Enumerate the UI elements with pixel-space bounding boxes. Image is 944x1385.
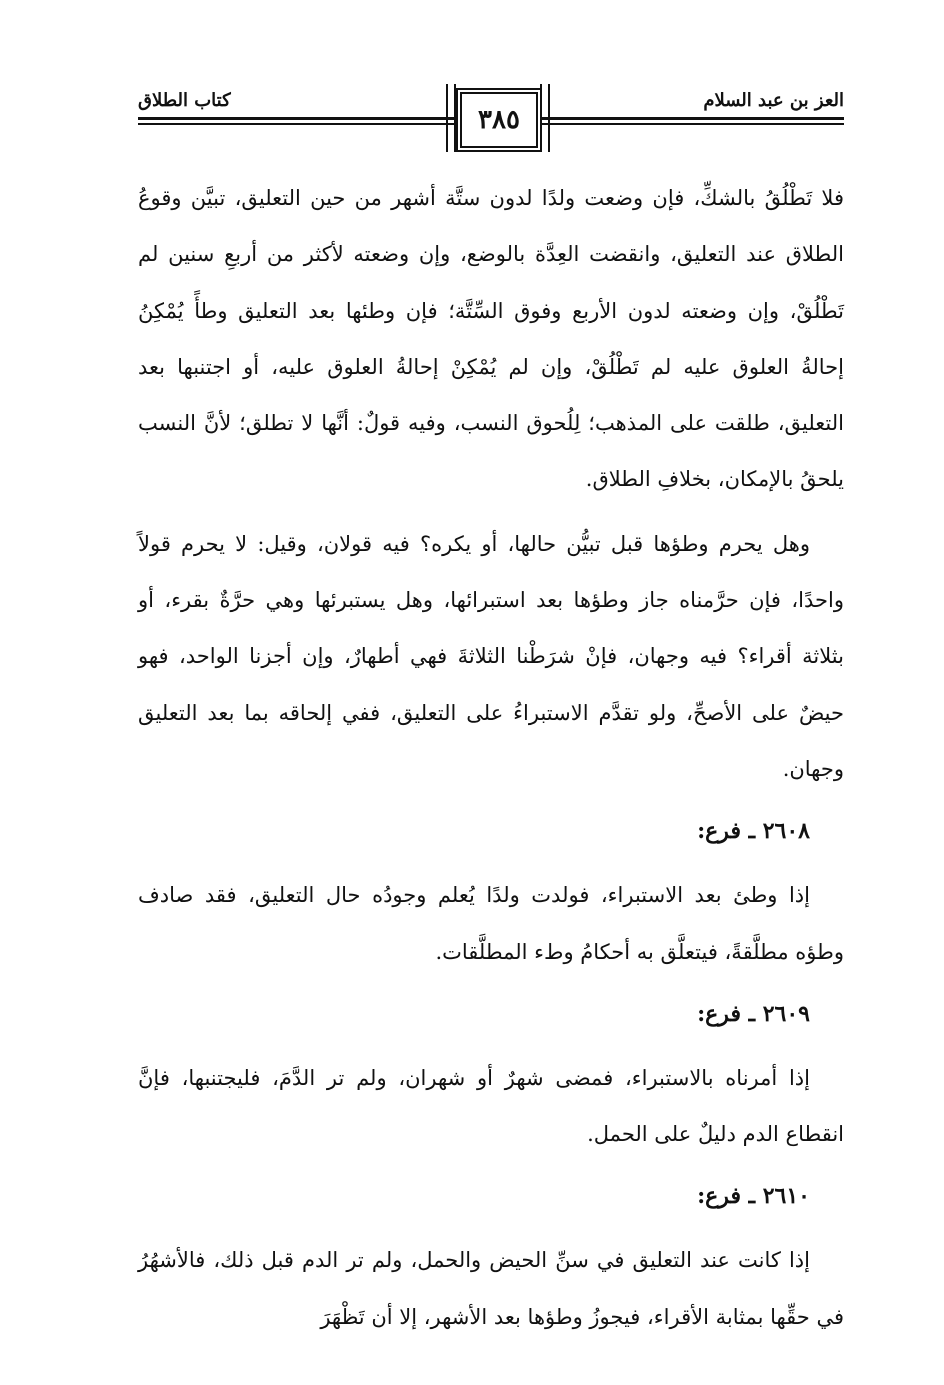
paragraph-2: وهل يحرم وطؤها قبل تبيُّن حالها، أو يكره؟ فيه قولان، وقيل: لا يحرم قولاً واحدًا، فإن حرَّمناه جاز وطؤها بعد استبرائها، وهل يستبرئها وهي حرَّةٌ بقرء، أو بثلاثة أقراء؟ فيه وجهان، فإنْ شرَطْنا الثلاثةَ فهي أطهارٌ، وإن أجزنا الواحد، فهو حيضٌ على الأصحِّ، ولو تقدَّم الاستبراءُ على التعليق، ففي إلحاقه بما بعد التعليق وجهان. (138, 531, 844, 781)
header-author: العز بن عبد السلام (703, 90, 844, 111)
running-header (138, 80, 844, 150)
section-heading-2610: ٢٦١٠ ـ فرع: (697, 1183, 810, 1210)
section-heading-2609: ٢٦٠٩ ـ فرع: (697, 1000, 810, 1027)
page-body (138, 170, 844, 1345)
page-number-ornament-right (540, 84, 550, 152)
header-book-title: كتاب الطلاق (138, 90, 231, 111)
paragraph-4: إذا أمرناه بالاستبراء، فمضى شهرٌ أو شهران، ولم تر الدَّمَ، فليجتنبها، فإنَّ انقطاع الدم دليلٌ على الحمل. (138, 1065, 844, 1147)
section-heading-2608: ٢٦٠٨ ـ فرع: (697, 818, 810, 845)
paragraph-5: إذا كانت عند التعليق في سنِّ الحيض والحمل، ولم تر الدم قبل ذلك، فالأشهُرُ في حقِّها بمثابة الأقراء، فيجوزُ وطؤها بعد الأشهر، إلا أن تَظْهَرَ (138, 1248, 844, 1329)
page-number-ornament-left (446, 84, 456, 152)
paragraph-1: فلا تَطْلُقُ بالشكِّ، فإن وضعت ولدًا لدون ستَّة أشهر من حين التعليق، تبيَّن وقوعُ الطلاق عند التعليق، وانقضت العِدَّة بالوضع، وإن وضعته لأكثر من أربعِ سنين لم تَطْلُقْ، وإن وضعته لدون الأربع وفوق السِّتَّة؛ فإن وطئها بعد التعليق وطأً يُمْكِنُ إحالةُ العلوق عليه لم تَطْلُقْ، وإن لم يُمْكِنْ إحالةُ العلوق عليه، أو اجتنبها بعد التعليق، طلقت على المذهب؛ لِلُحوق النسب، وفيه قولٌ: أنَّها لا تطلق؛ لأنَّ النسب يلحقُ بالإمكان، بخلافِ الطلاق. (138, 186, 844, 492)
page-number: ٣٨٥ (478, 105, 520, 135)
paragraph-3: إذا وطئ بعد الاستبراء، فولدت ولدًا يُعلم وجودُه حال التعليق، فقد صادف وطؤه مطلَّقةً، فيتعلَّق به أحكامُ وطء المطلَّقات. (138, 883, 844, 964)
page-number-frame (460, 92, 538, 148)
